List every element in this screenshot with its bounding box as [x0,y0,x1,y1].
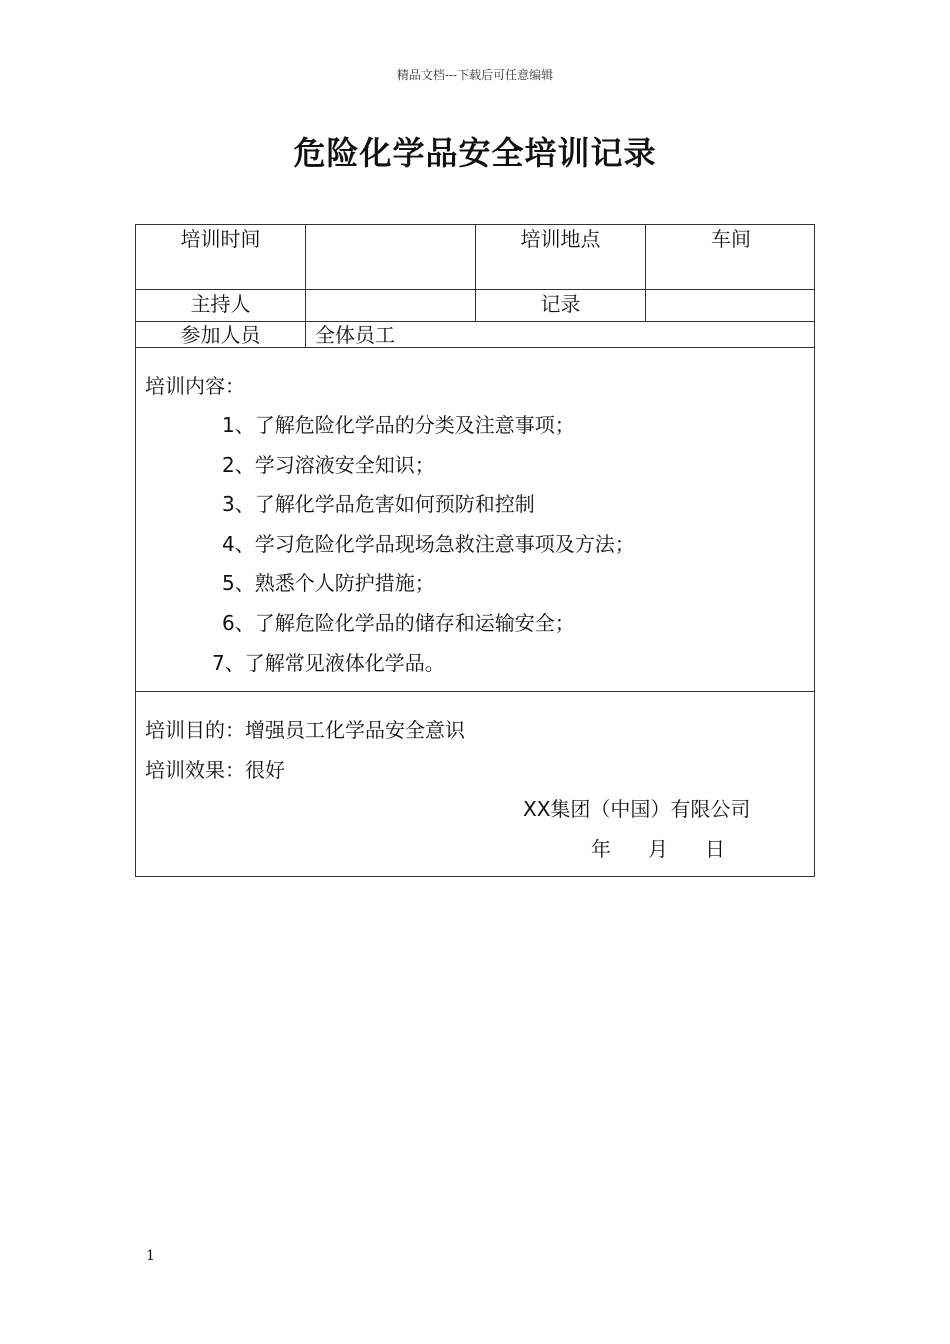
company-name: XX集团（中国）有限公司 [523,797,751,821]
document-title: 危险化学品安全培训记录 [293,134,657,172]
training-effect: 培训效果：很好 [145,758,285,782]
content-item: 2、学习溶液安全知识； [222,453,435,477]
header-note: 精品文档---下载后可任意编辑 [396,68,554,82]
content-item: 6、了解危险化学品的储存和运输安全； [222,611,575,635]
record-label: 记录 [540,292,581,316]
host-label: 主持人 [190,292,251,316]
date-month: 月 [648,837,668,861]
training-record-table [135,224,815,877]
row-divider [136,691,814,692]
training-place-label: 培训地点 [520,227,601,251]
content-item: 5、熟悉个人防护措施； [222,571,435,595]
page-number: 1 [146,1248,155,1264]
training-place-value: 车间 [711,227,751,251]
content-item: 4、学习危险化学品现场急救注意事项及方法； [222,532,635,556]
content-item: 1、了解危险化学品的分类及注意事项； [222,413,575,437]
date-day: 日 [705,837,725,861]
content-heading: 培训内容： [145,374,245,398]
column-divider [305,225,306,347]
participants-value: 全体员工 [315,323,395,347]
content-item: 3、了解化学品危害如何预防和控制 [222,492,535,516]
date-year: 年 [591,837,611,861]
training-time-label: 培训时间 [180,227,261,251]
content-item: 7、了解常见液体化学品。 [212,651,445,675]
training-purpose: 培训目的：增强员工化学品安全意识 [145,718,465,742]
participants-label: 参加人员 [180,323,261,347]
